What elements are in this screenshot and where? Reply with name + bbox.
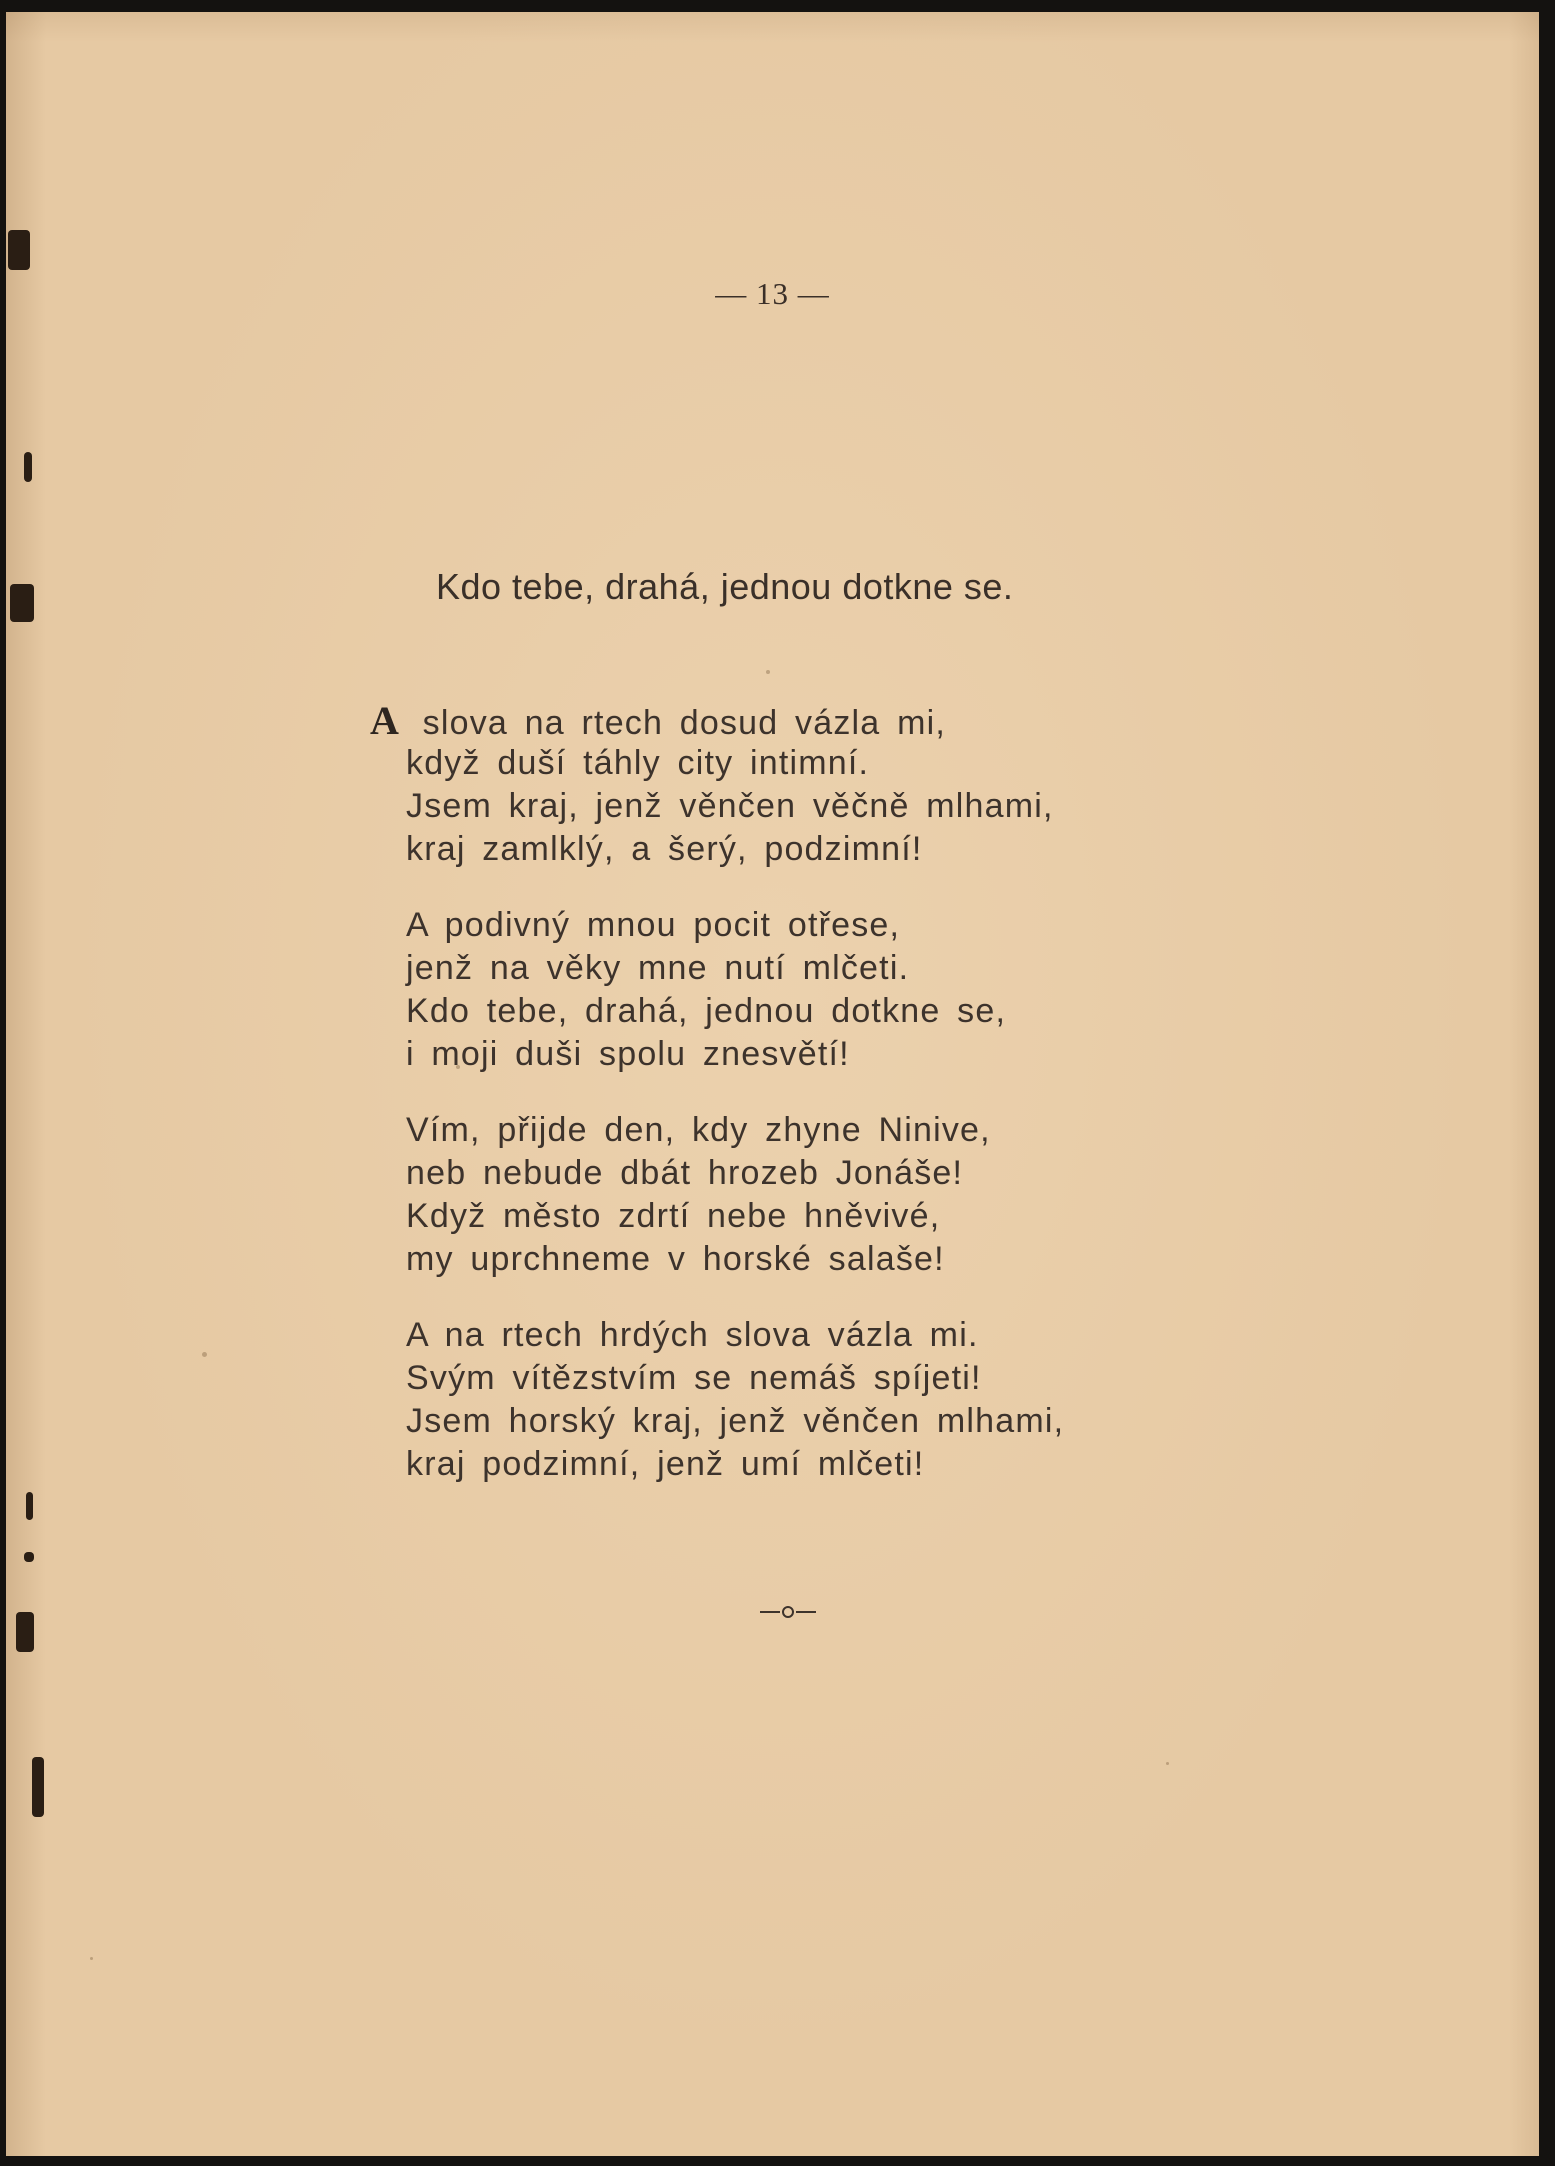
poem-line: Jsem horský kraj, jenž věnčen mlhami, xyxy=(406,1402,1065,1440)
poem-line: kraj podzimní, jenž umí mlčeti! xyxy=(406,1445,925,1483)
stanza-3 xyxy=(406,1109,1064,1281)
paper-speck xyxy=(90,1957,93,1960)
paper-speck xyxy=(766,670,770,674)
stanza-1 xyxy=(370,698,1064,871)
paper-speck xyxy=(1166,1762,1169,1765)
binding-mark xyxy=(24,1552,34,1562)
binding-edge xyxy=(6,12,36,2156)
binding-mark xyxy=(10,584,34,622)
poem-line: Když město zdrtí nebe hněvivé, xyxy=(406,1197,941,1235)
poem-line xyxy=(370,698,1064,743)
poem-line: když duší táhly city intimní. xyxy=(406,744,870,782)
paper-speck xyxy=(202,1352,207,1357)
poem-line: jenž na věky mne nutí mlčeti. xyxy=(406,949,910,987)
poem-line: Vím, přijde den, kdy zhyne Ninive, xyxy=(406,1111,991,1149)
poem-line: A na rtech hrdých slova vázla mi. xyxy=(406,1316,979,1354)
poem-line: Jsem kraj, jenž věnčen věčně mlhami, xyxy=(406,787,1054,825)
poem-line: neb nebude dbát hrozeb Jonáše! xyxy=(406,1154,964,1192)
page-number: — 13 — xyxy=(715,276,830,311)
binding-mark xyxy=(16,1612,34,1652)
poem-line: i moji duši spolu znesvětí! xyxy=(406,1035,850,1073)
book-page xyxy=(6,12,1539,2156)
poem-line: A podivný mnou pocit otřese, xyxy=(406,906,901,944)
binding-mark xyxy=(24,452,32,482)
paper-speck xyxy=(456,1065,460,1069)
poem-line-text: slova na rtech dosud vázla mi, xyxy=(406,704,946,742)
poem-line: Svým vítězstvím se nemáš spíjeti! xyxy=(406,1359,982,1397)
stanza-4 xyxy=(406,1314,1064,1486)
stanza-2 xyxy=(406,904,1064,1076)
poem-line: kraj zamlklý, a šerý, podzimní! xyxy=(406,830,923,868)
poem-title: Kdo tebe, drahá, jednou dotkne se. xyxy=(436,566,1014,607)
poem-line: Kdo tebe, drahá, jednou dotkne se, xyxy=(406,992,1007,1030)
drop-initial: A xyxy=(370,698,401,743)
binding-mark xyxy=(32,1757,44,1817)
poem-line: my uprchneme v horské salaše! xyxy=(406,1240,945,1278)
binding-mark xyxy=(26,1492,33,1520)
binding-mark xyxy=(8,230,30,270)
poem-body xyxy=(370,698,1065,1519)
ornament-divider xyxy=(758,1602,818,1622)
